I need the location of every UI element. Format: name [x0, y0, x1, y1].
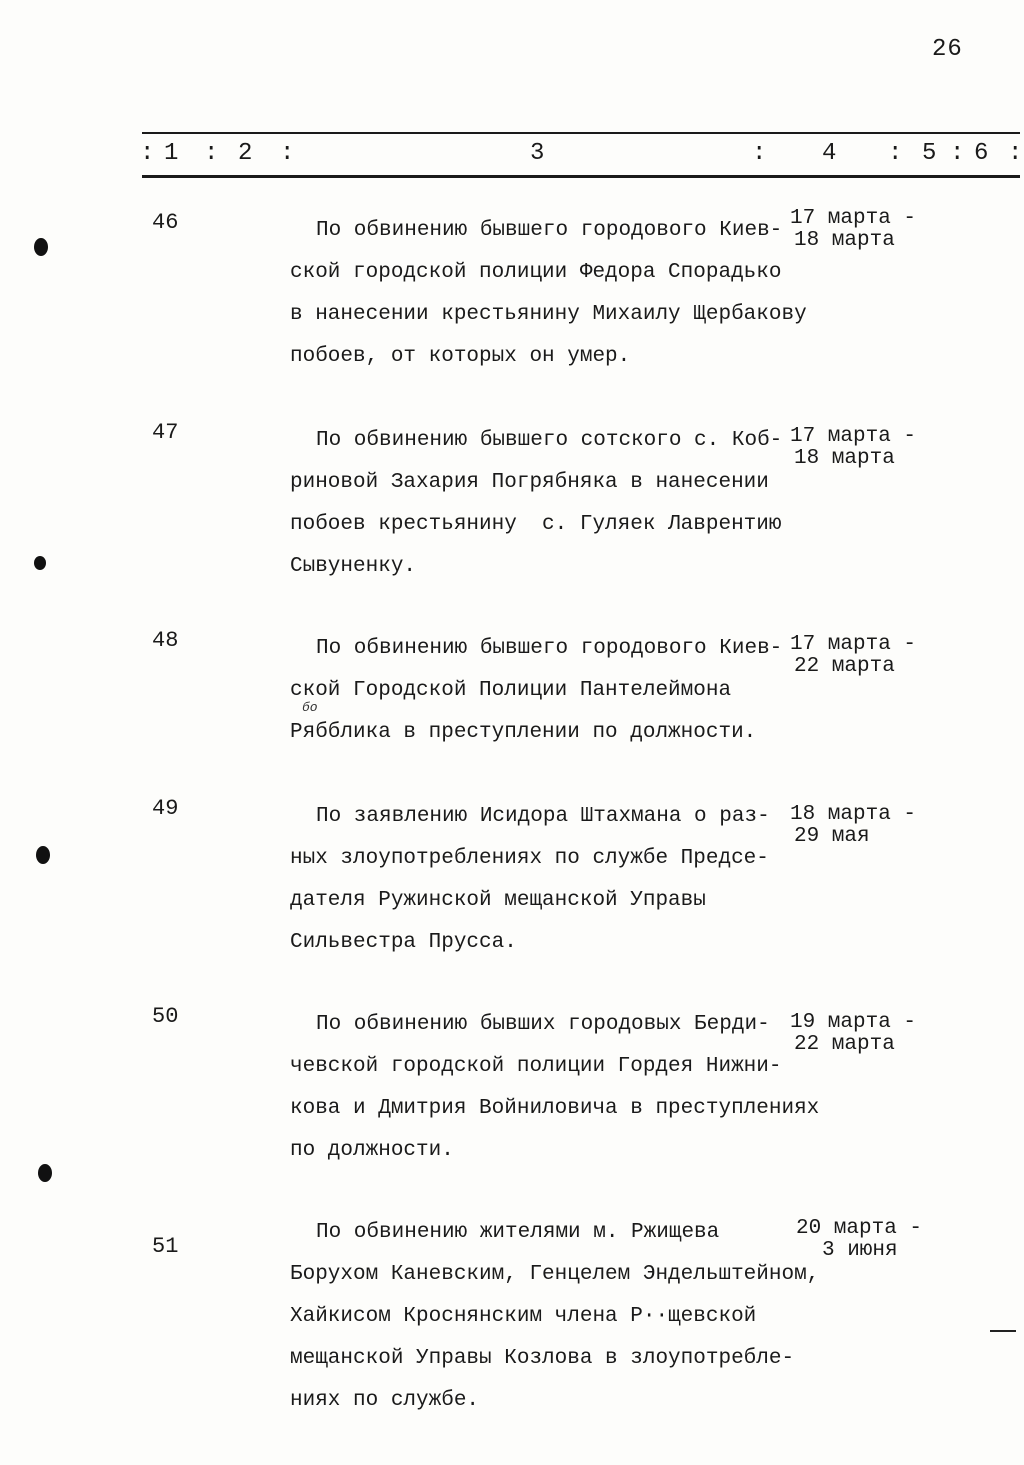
date-end: 22 марта [794, 1033, 895, 1056]
entry-line: ных злоупотреблениях по службе Предсе- [290, 847, 769, 870]
header-separator: : [280, 140, 295, 167]
entry-description [290, 1212, 870, 1422]
header-col-2: 2 [238, 140, 253, 167]
header-separator: : [752, 140, 767, 167]
entry-line: чевской городской полиции Гордея Нижни- [290, 1055, 782, 1078]
header-bottom-rule [142, 175, 1020, 178]
header-col-4: 4 [822, 140, 837, 167]
entry-line: Сывуненку. [290, 555, 417, 578]
header-col-6: 6 [974, 140, 989, 167]
entry-number: 48 [152, 628, 179, 653]
entry-dates [790, 1012, 916, 1056]
date-end: 22 марта [794, 655, 895, 678]
entry-line: дателя Ружинской мещанской Управы [290, 889, 706, 912]
entry-line: Борухом Каневским, Генцелем Эндельштейном, [290, 1263, 820, 1286]
edge-mark [990, 1330, 1016, 1332]
date-end: 29 мая [794, 825, 870, 848]
header-separator: : [140, 140, 155, 167]
header-col-5: 5 [922, 140, 937, 167]
entry-line: По обвинению бывшего сотского с. Коб- [316, 429, 783, 452]
entry-line: Рябблика в преступлении по должности. [290, 721, 757, 744]
entry-dates [790, 634, 916, 678]
entry-dates [790, 426, 916, 470]
date-start: 19 марта - [790, 1011, 917, 1034]
date-end: 18 марта [794, 447, 895, 470]
header-separator: : [1008, 140, 1023, 167]
entry-number: 47 [152, 420, 179, 445]
entry-line: побоев, от которых он умер. [290, 345, 631, 368]
entry-description [290, 420, 850, 588]
header-col-1: 1 [164, 140, 179, 167]
header-separator: : [888, 140, 903, 167]
entry-number: 46 [152, 210, 179, 235]
handwritten-correction: бо [302, 700, 318, 715]
entry-line: По обвинению жителями м. Ржищева [316, 1221, 720, 1244]
header-separator: : [204, 140, 219, 167]
entry-line: По обвинению бывшего городового Киев- [316, 637, 783, 660]
entry-dates [796, 1218, 922, 1262]
entry-line: в нанесении крестьянину Михаилу Щербакову [290, 303, 807, 326]
entry-line: ской городской полиции Федора Спорадько [290, 261, 782, 284]
header-col-3: 3 [530, 140, 545, 167]
entry-description [290, 796, 850, 964]
entry-line: ниях по службе. [290, 1389, 480, 1412]
entry-line: Сильвестра Прусса. [290, 931, 517, 954]
entry-line: мещанской Управы Козлова в злоупотребле- [290, 1347, 795, 1370]
punch-hole-mark [34, 238, 48, 256]
entry-number: 49 [152, 796, 179, 821]
entry-number: 51 [152, 1234, 179, 1259]
entry-line: риновой Захария Погрябняка в нанесении [290, 471, 769, 494]
entry-line: По заявлению Исидора Штахмана о раз- [316, 805, 770, 828]
entry-number: 50 [152, 1004, 179, 1029]
date-start: 18 марта - [790, 803, 917, 826]
entry-line: побоев крестьянину с. Гуляек Лаврентию [290, 513, 782, 536]
entry-dates [790, 804, 916, 848]
entry-line: кова и Дмитрия Войниловича в преступлениях [290, 1097, 820, 1120]
entry-description [290, 210, 850, 378]
entry-dates [790, 208, 916, 252]
date-end: 18 марта [794, 229, 895, 252]
header-top-rule [142, 132, 1020, 134]
date-start: 17 марта - [790, 207, 917, 230]
entry-line: ской Городской Полиции Пантелеймона [290, 679, 732, 702]
date-end: 3 июня [822, 1239, 898, 1262]
date-start: 20 марта - [796, 1217, 923, 1240]
date-start: 17 марта - [790, 425, 917, 448]
column-header-row [0, 140, 1024, 170]
punch-hole-mark [38, 1164, 52, 1182]
date-start: 17 марта - [790, 633, 917, 656]
entry-line: по должности. [290, 1139, 454, 1162]
page-number: 26 [932, 36, 963, 63]
punch-hole-mark [36, 846, 50, 864]
header-separator: : [950, 140, 965, 167]
entry-line: По обвинению бывшего городового Киев- [316, 219, 783, 242]
punch-hole-mark [34, 556, 46, 570]
entry-line: По обвинению бывших городовых Берди- [316, 1013, 770, 1036]
entry-line: Хайкисом Кроснянским члена Р··щевской [290, 1305, 757, 1328]
entry-description [290, 628, 850, 754]
entry-description [290, 1004, 850, 1172]
